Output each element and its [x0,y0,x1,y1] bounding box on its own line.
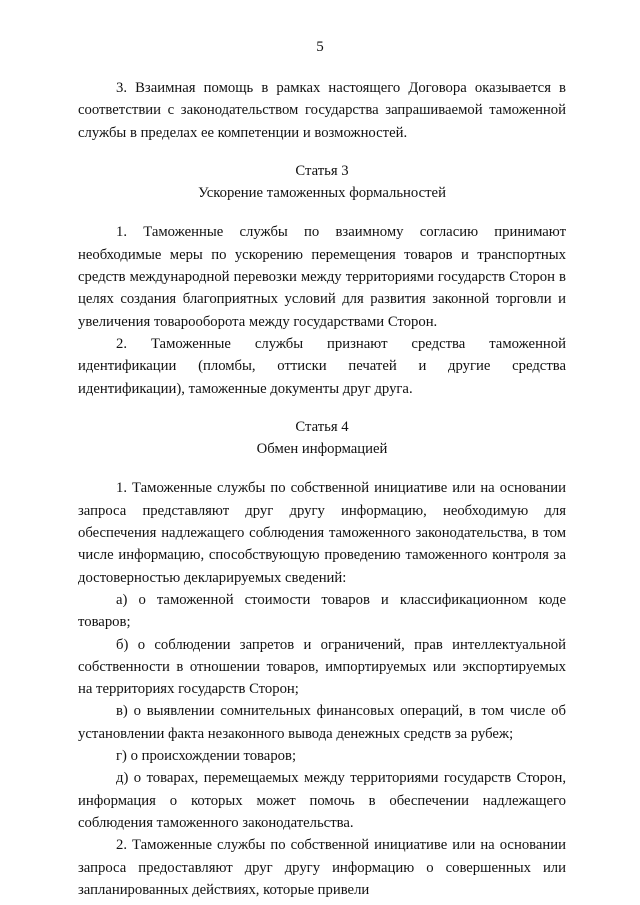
article-4-item-d: д) о товарах, перемещаемых между территориями государств Сторон, информация о которых может помочь в обеспечении надлежащего соблюдения таможенного законодательства. [78,770,566,831]
article-4-title: Обмен информацией [256,441,388,458]
article-3-title: Ускорение таможенных формальностей [198,185,446,202]
spacer [78,400,566,416]
spacer [78,204,566,221]
page-number: 5 [316,39,324,55]
article-4-item-a: а) о таможенной стоимости товаров и классификационном коде товаров; [78,591,566,631]
article-3-number: Статья 3 [295,162,349,179]
article-4-item-g: г) о происхождении товаров; [116,748,297,765]
paragraph-mutual-assistance: 3. Взаимная помощь в рамках настоящего Договора оказывается в соответствии с законодательством государства запрашиваемой таможенной службы в пределах ее компетенции и возможностей. [78,80,566,141]
article-4-paragraph-2: 2. Таможенные службы по собственной инициативе или на основании запроса предоставляют друг другу информацию о совершенных или запланированных действиях, которые привели [78,837,566,898]
article-4-item-v: в) о выявлении сомнительных финансовых операций, в том числе об установлении факта незаконного вывода денежных средств за рубеж; [78,703,566,742]
article-3-paragraph-1: 1. Таможенные службы по взаимному согласию принимают необходимые меры по ускорению перемещения товаров и транспортных средств международной перевозки между территориями государств Сторон в целях создания благоприятных условий для развития законной торговли и увеличения товарооборота между государствами Сторон. [78,224,566,330]
article-4-paragraph-1: 1. Таможенные службы по собственной инициативе или на основании запроса представляют друг другу информацию, необходимую для обеспечения надлежащего соблюдения таможенного законодательства, в том числе информацию, способствующую проведению таможенного контроля за достоверностью декларируемых сведений: [78,480,566,586]
article-3-paragraph-2: 2. Таможенные службы признают средства таможенной идентификации (пломбы, оттиски печатей и другие средства идентификации), таможенные документы друг друга. [78,335,566,397]
article-4-item-b: б) о соблюдении запретов и ограничений, прав интеллектуальной собственности в отношении товаров, импортируемых или экспортируемых на территориях государств Сторон; [78,636,566,698]
article-4-number: Статья 4 [295,418,349,435]
spacer [78,460,566,477]
spacer [78,144,566,160]
document-body [78,77,566,901]
